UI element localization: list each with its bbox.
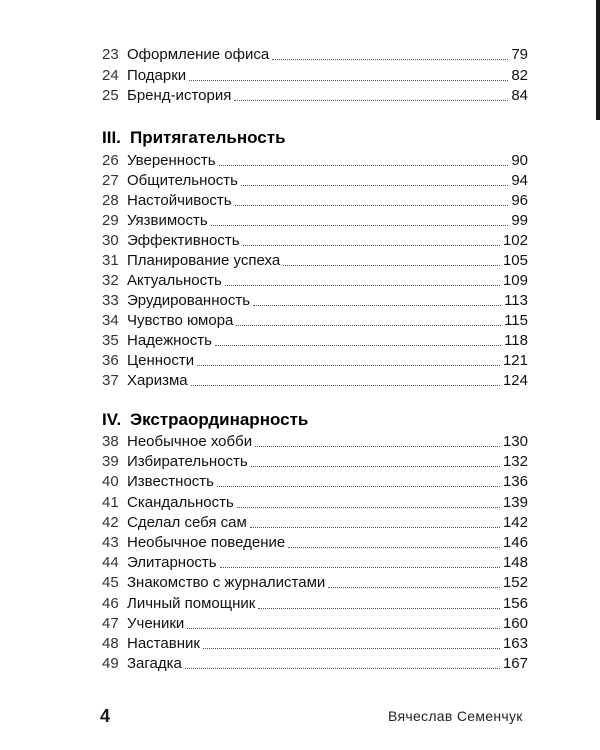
- dot-leader: [185, 666, 500, 669]
- entry-page: 156: [502, 594, 528, 612]
- entry-number: 47: [102, 614, 119, 632]
- entry-title: Общительность: [127, 172, 238, 189]
- entry-page: 136: [502, 473, 528, 491]
- entry-page: 148: [502, 554, 528, 572]
- entry-page: 124: [502, 372, 528, 389]
- toc-entry: [102, 492, 528, 512]
- entry-number: 46: [102, 594, 119, 612]
- entry-page: 99: [511, 212, 528, 229]
- entry-title: Ценности: [127, 352, 195, 369]
- entry-number: 25: [102, 87, 119, 104]
- section-heading-4: [102, 408, 308, 432]
- entry-title: Необычное поведение: [127, 534, 286, 551]
- entry-page: 142: [502, 513, 528, 531]
- toc-entry: [102, 85, 528, 105]
- toc-entry: [102, 370, 528, 390]
- entry-number: 41: [102, 493, 119, 511]
- entry-page: 163: [502, 635, 528, 652]
- toc-entry: [102, 310, 528, 330]
- toc-entry: [102, 65, 528, 85]
- entry-number: 38: [102, 433, 119, 450]
- dot-leader: [283, 263, 500, 266]
- entry-number: 35: [102, 332, 119, 349]
- entry-page: 115: [504, 312, 528, 329]
- dot-leader: [235, 203, 509, 206]
- dot-leader: [234, 98, 508, 101]
- entry-number: 43: [102, 534, 119, 551]
- dot-leader: [253, 303, 501, 306]
- entry-number: 27: [102, 172, 119, 189]
- dot-leader: [288, 545, 500, 548]
- entry-number: 42: [102, 513, 119, 531]
- dot-leader: [219, 163, 509, 166]
- entry-page: 102: [502, 232, 528, 249]
- dot-leader: [243, 243, 500, 246]
- dot-leader: [225, 283, 500, 286]
- toc-entry: [102, 290, 528, 310]
- entry-number: 45: [102, 574, 119, 592]
- entry-title: Чувство юмора: [127, 312, 234, 329]
- dot-leader: [189, 78, 508, 81]
- dot-leader: [217, 484, 500, 487]
- dot-leader: [236, 323, 501, 326]
- toc-entry: [102, 44, 528, 64]
- entry-page: 82: [511, 66, 528, 84]
- dot-leader: [187, 626, 500, 629]
- entry-number: 48: [102, 635, 119, 652]
- dot-leader: [250, 525, 500, 528]
- toc-entry: [102, 150, 528, 170]
- toc-entry: [102, 552, 528, 572]
- dot-leader: [255, 444, 500, 447]
- dot-leader: [251, 464, 500, 467]
- toc-entry: [102, 451, 528, 471]
- entry-page: 152: [502, 574, 528, 592]
- entry-number: 24: [102, 66, 119, 84]
- toc-entry: [102, 653, 528, 673]
- entry-title: Известность: [127, 473, 214, 491]
- page-number: 4: [100, 706, 111, 726]
- entry-page: 167: [502, 655, 528, 673]
- dot-leader: [191, 383, 500, 386]
- entry-page: 109: [502, 272, 528, 289]
- toc-entry: [102, 210, 528, 230]
- dot-leader: [197, 363, 500, 366]
- entry-number: 39: [102, 453, 119, 471]
- entry-page: 105: [502, 252, 528, 269]
- entry-title: Подарки: [127, 66, 187, 84]
- author-name: Вячеслав Семенчук: [388, 708, 523, 724]
- entry-page: 94: [511, 172, 528, 189]
- dot-leader: [241, 183, 508, 186]
- dot-leader: [272, 57, 508, 60]
- dot-leader: [328, 585, 500, 588]
- dot-leader: [258, 606, 500, 609]
- entry-title: Надежность: [127, 332, 212, 349]
- entry-title: Личный помощник: [127, 594, 256, 612]
- entry-page: 118: [504, 332, 528, 349]
- toc-entry: [102, 190, 528, 210]
- toc-entry: [102, 572, 528, 592]
- entry-title: Необычное хобби: [127, 433, 253, 450]
- section-number: IV.: [102, 410, 122, 429]
- toc-entry: [102, 593, 528, 613]
- toc-entry: [102, 250, 528, 270]
- entry-title: Уязвимость: [127, 212, 208, 229]
- toc-entry: [102, 613, 528, 633]
- entry-number: 37: [102, 372, 119, 389]
- toc-entry: [102, 170, 528, 190]
- entry-number: 28: [102, 192, 119, 209]
- entry-title: Актуальность: [127, 272, 222, 289]
- toc-entry: [102, 270, 528, 290]
- entry-page: 130: [502, 433, 528, 450]
- entry-number: 44: [102, 554, 119, 572]
- toc-entry: [102, 230, 528, 250]
- entry-page: 132: [502, 453, 528, 471]
- entry-title: Оформление офиса: [127, 46, 270, 63]
- entry-page: 139: [502, 493, 528, 511]
- toc-entry: [102, 633, 528, 653]
- entry-title: Настойчивость: [127, 192, 232, 209]
- dot-leader: [215, 343, 501, 346]
- entry-number: 36: [102, 352, 119, 369]
- dot-leader: [237, 505, 500, 508]
- entry-number: 30: [102, 232, 119, 249]
- dot-leader: [220, 565, 500, 568]
- toc-entry: [102, 471, 528, 491]
- section-heading-3: [102, 126, 286, 150]
- entry-title: Знакомство с журналистами: [127, 574, 326, 592]
- entry-title: Эффективность: [127, 232, 240, 249]
- page-edge-bar: [596, 0, 600, 120]
- entry-page: 84: [511, 87, 528, 104]
- entry-title: Эрудированность: [127, 292, 251, 309]
- toc-entry: [102, 350, 528, 370]
- entry-title: Планирование успеха: [127, 252, 281, 269]
- toc-entry: [102, 431, 528, 451]
- entry-title: Бренд-история: [127, 87, 232, 104]
- dot-leader: [203, 646, 500, 649]
- entry-title: Сделал себя сам: [127, 513, 247, 531]
- entry-number: 33: [102, 292, 119, 309]
- entry-number: 49: [102, 655, 119, 673]
- toc-entry: [102, 512, 528, 532]
- entry-page: 79: [511, 46, 528, 63]
- entry-title: Избирательность: [127, 453, 248, 471]
- entry-number: 23: [102, 46, 119, 63]
- entry-page: 146: [502, 534, 528, 551]
- entry-number: 40: [102, 473, 119, 491]
- entry-page: 121: [502, 352, 528, 369]
- entry-title: Уверенность: [127, 152, 216, 169]
- section-title: Экстраординарность: [130, 410, 309, 429]
- entry-page: 90: [511, 152, 528, 169]
- entry-page: 96: [511, 192, 528, 209]
- entry-number: 32: [102, 272, 119, 289]
- section-title: Притягательность: [130, 128, 286, 147]
- entry-title: Скандальность: [127, 493, 234, 511]
- section-number: III.: [102, 128, 121, 147]
- entry-title: Харизма: [127, 372, 188, 389]
- entry-number: 31: [102, 252, 119, 269]
- toc-entry: [102, 532, 528, 552]
- entry-title: Наставник: [127, 635, 200, 652]
- toc-entry: [102, 330, 528, 350]
- entry-page: 113: [504, 292, 528, 309]
- entry-number: 29: [102, 212, 119, 229]
- entry-number: 34: [102, 312, 119, 329]
- entry-title: Загадка: [127, 655, 182, 673]
- entry-title: Ученики: [127, 614, 185, 632]
- entry-title: Элитарность: [127, 554, 217, 572]
- dot-leader: [211, 223, 509, 226]
- entry-number: 26: [102, 152, 119, 169]
- entry-page: 160: [502, 614, 528, 632]
